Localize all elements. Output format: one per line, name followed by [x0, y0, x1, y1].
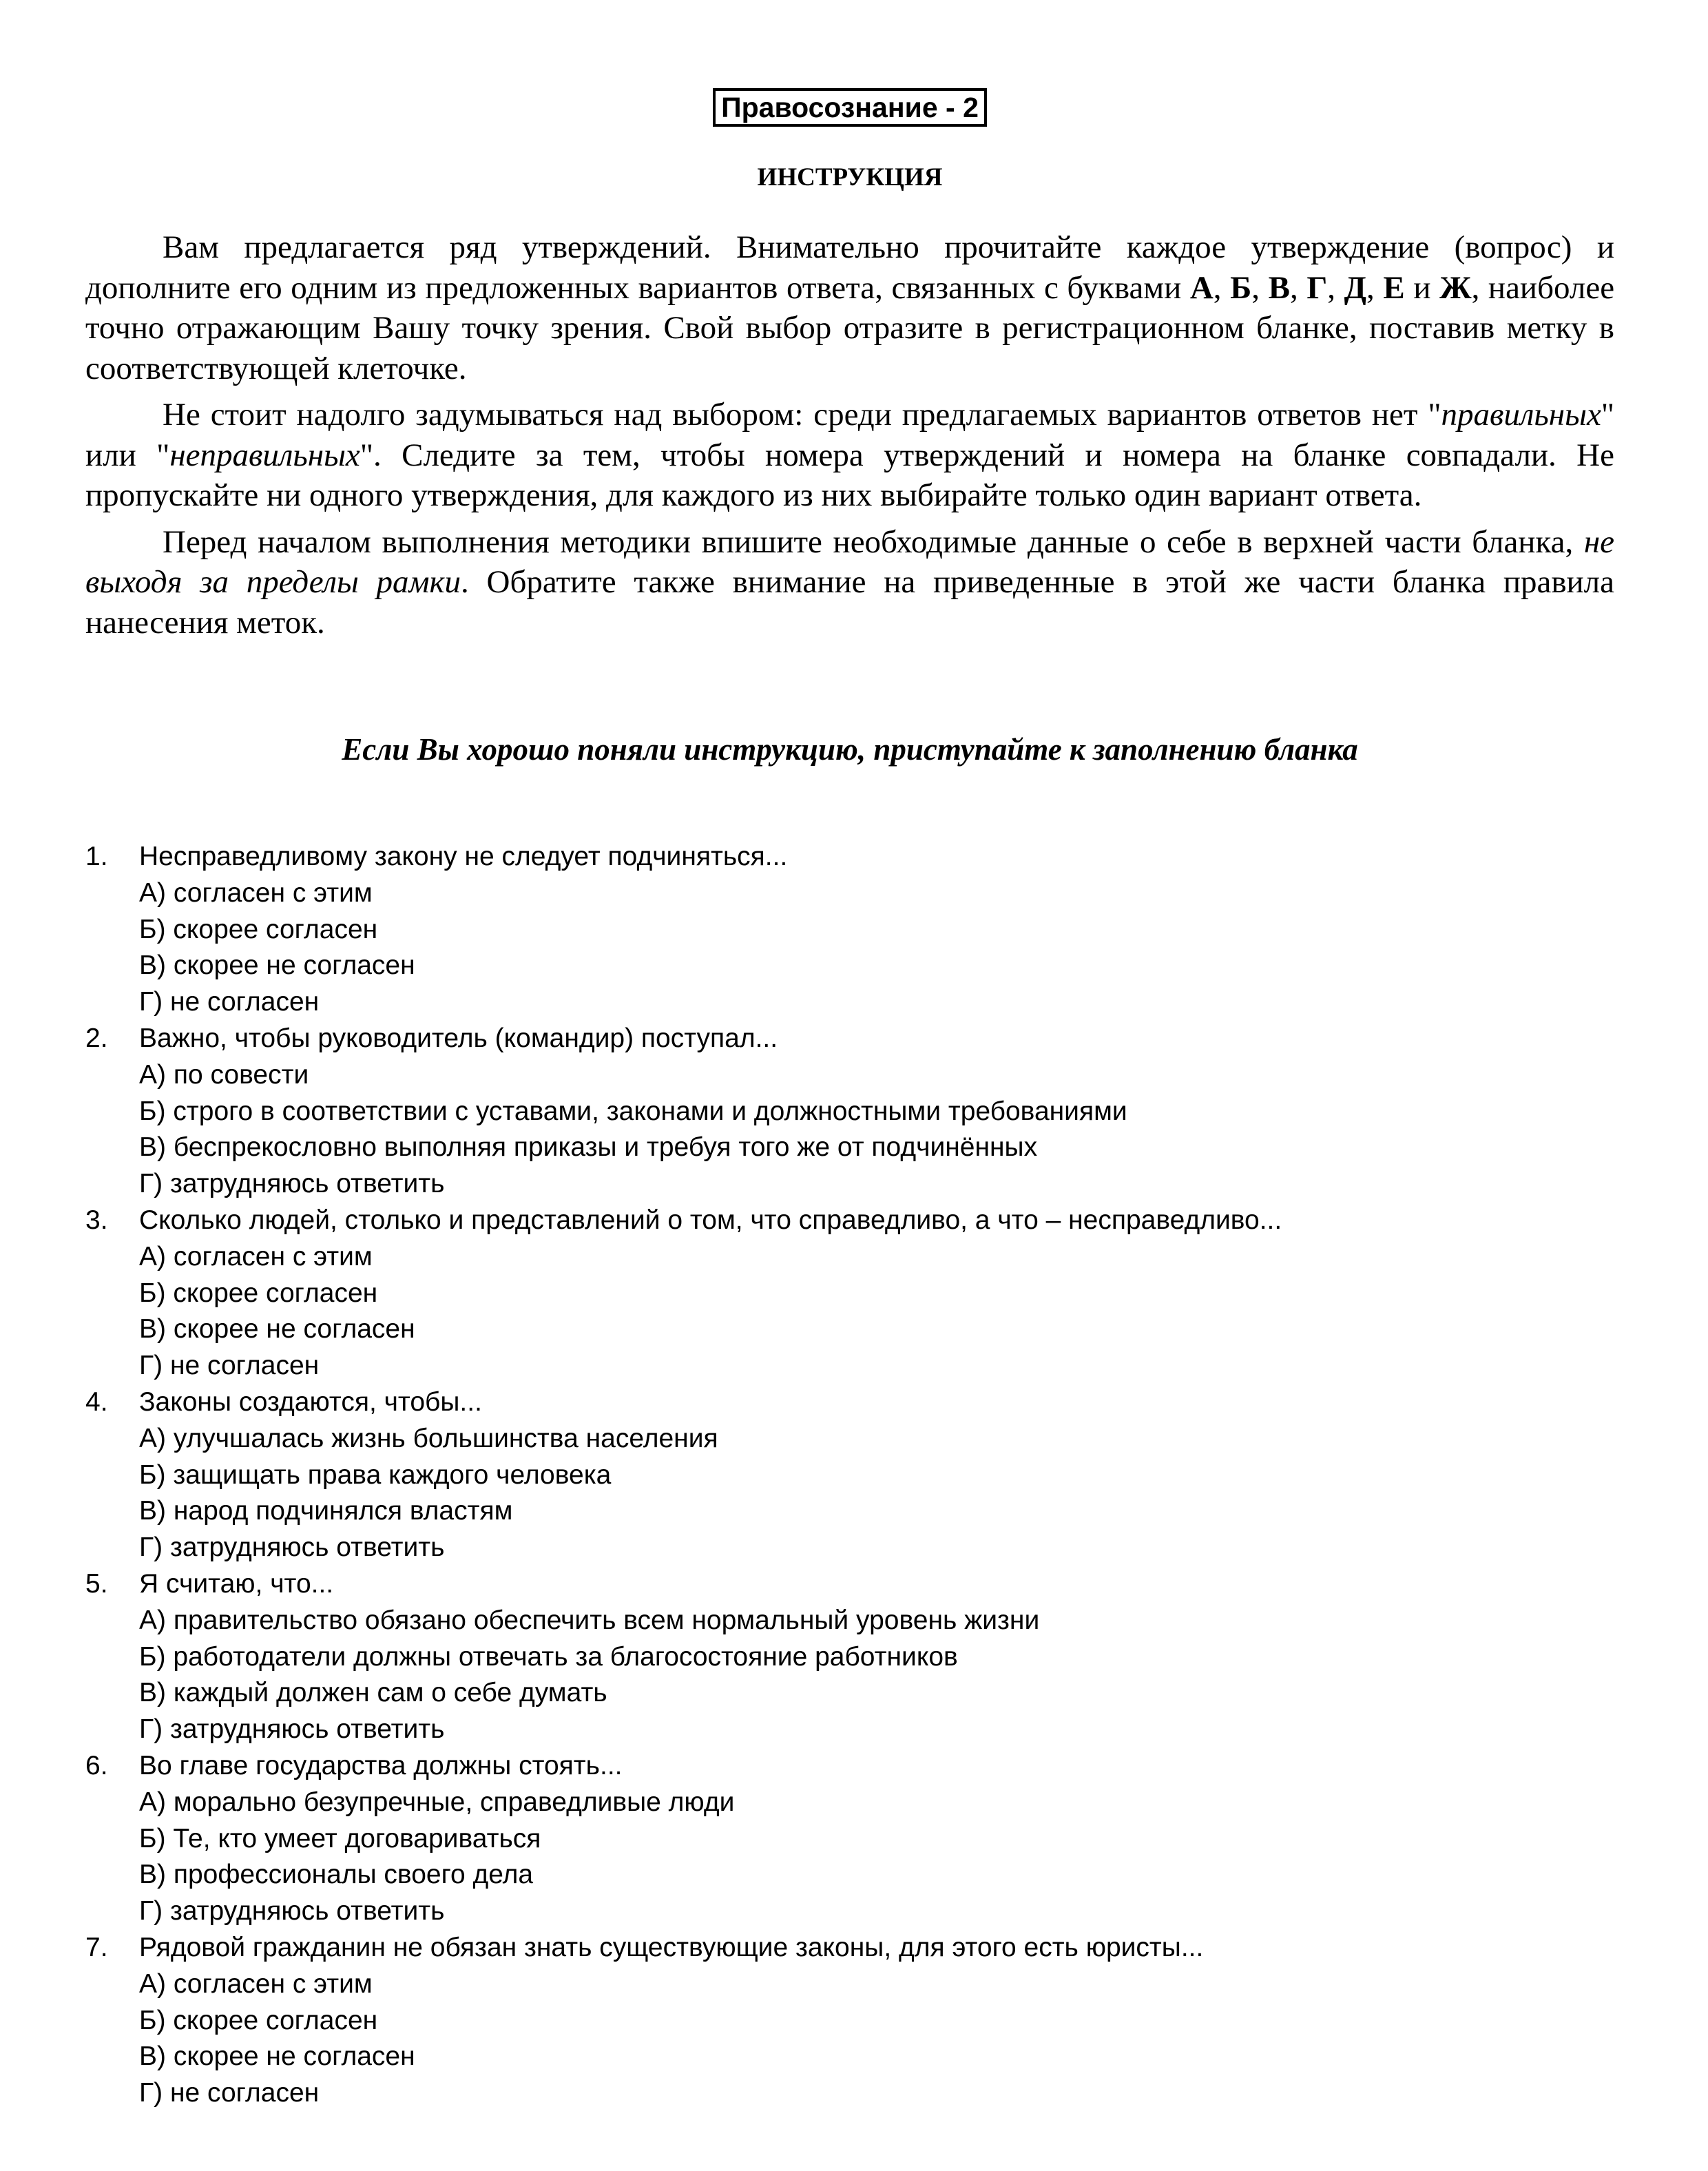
paragraph-text: и — [1404, 269, 1440, 306]
instruction-heading: ИНСТРУКЦИЯ — [757, 163, 943, 191]
answer-letter: Ж — [1439, 269, 1472, 306]
question-text: Несправедливому закону не следует подчиняться... — [139, 842, 788, 871]
question-number: 7. — [85, 1932, 108, 1962]
paragraph-text: " или " — [85, 397, 1614, 473]
question-item — [85, 1930, 1614, 2112]
answer-letter: Б — [1230, 269, 1252, 306]
question-statement — [85, 1203, 1614, 1239]
answer-option: Б) скорее согласен — [139, 1278, 378, 1308]
question-number: 4. — [85, 1386, 108, 1417]
question-text: Важно, чтобы руководитель (командир) поступал... — [139, 1023, 778, 1053]
question-item — [85, 1748, 1614, 1930]
paragraph-text: . Обратите также внимание на приведенные в этой же части бланка правила нанесения меток. — [85, 564, 1615, 641]
question-item — [85, 1021, 1614, 1203]
answer-letter: Е — [1383, 269, 1405, 306]
answer-option: Г) не согласен — [139, 1351, 320, 1381]
question-number: 6. — [85, 1750, 108, 1780]
answer-option: Г) затрудняюсь ответить — [139, 1896, 445, 1926]
question-text: Законы создаются, чтобы... — [139, 1386, 482, 1417]
question-statement — [85, 1566, 1614, 1603]
call-to-action: Если Вы хорошо поняли инструкцию, приступайте к заполнению бланка — [342, 732, 1358, 767]
answer-option: Б) скорее согласен — [139, 914, 378, 944]
answer-option: Г) не согласен — [139, 2078, 320, 2108]
paragraph-text: , наиболее точно отражающим Вашу точку зрения. Свой выбор отразите в регистрационном бланке, поставив метку в соответствующей клеточке. — [85, 269, 1615, 386]
paragraph-text: ". Следите за тем, чтобы номера утверждений и номера на бланке совпадали. Не пропускайте ни одного утверждения, для каждого из них выбирайте только один вариант ответа. — [85, 437, 1614, 513]
document-title: Правосознание - 2 — [713, 88, 987, 127]
question-text: Во главе государства должны стоять... — [139, 1750, 623, 1780]
answer-option: А) морально безупречные, справедливые люди — [139, 1787, 735, 1817]
answer-letter: В — [1268, 269, 1290, 306]
answer-option: Г) затрудняюсь ответить — [139, 1714, 445, 1745]
answer-letter: Г — [1306, 269, 1328, 306]
answer-option: А) согласен с этим — [139, 877, 373, 908]
question-number: 1. — [85, 842, 108, 871]
answer-option: А) согласен с этим — [139, 1241, 373, 1271]
answer-letter: Д — [1344, 269, 1366, 306]
answer-option: В) скорее не согласен — [139, 951, 415, 981]
instruction-paragraph-2 — [85, 395, 1614, 516]
instruction-paragraph-1: Вам предлагается ряд утверждений. Внимательно прочитайте каждое утверждение (вопрос) и дополните его одним из предложенных вариантов ответа, связанных с буквами А, Б, В, Г, Д, Е и Ж, наиболее точно отражающим Вашу точку зрения. Свой выбор отразите в регистрационном бланке, поставив метку в соответствующей клеточке. — [85, 229, 1615, 386]
emphasis-text: не выходя за пределы рамки — [85, 523, 1614, 600]
instruction-paragraph-3 — [85, 522, 1614, 643]
question-item — [85, 1384, 1614, 1566]
answer-option: А) по совести — [139, 1059, 309, 1090]
question-item — [85, 1203, 1614, 1384]
answer-option: Б) Те, кто умеет договариваться — [139, 1823, 541, 1853]
answer-option: А) правительство обязано обеспечить всем нормальный уровень жизни — [139, 1605, 1040, 1635]
paragraph-text: Перед началом выполнения методики впишите необходимые данные о себе в верхней части бланка, — [163, 523, 1584, 560]
question-statement — [85, 1021, 1614, 1057]
answer-letter: А — [1189, 269, 1214, 306]
question-statement — [85, 1748, 1614, 1785]
answer-option: В) каждый должен сам о себе думать — [139, 1678, 607, 1708]
answer-option: Г) затрудняюсь ответить — [139, 1169, 445, 1199]
question-text: Я считаю, что... — [139, 1568, 334, 1599]
answer-option: Г) не согласен — [139, 987, 320, 1017]
answer-option: Б) скорее согласен — [139, 2005, 378, 2035]
answer-option: В) беспрекословно выполняя приказы и требуя того же от подчинённых — [139, 1132, 1038, 1163]
answer-option: В) профессионалы своего дела — [139, 1860, 534, 1890]
answer-option: Б) работодатели должны отвечать за благосостояние работников — [139, 1641, 958, 1672]
question-statement — [85, 839, 1614, 875]
question-number: 3. — [85, 1205, 108, 1235]
answer-option: А) согласен с этим — [139, 1969, 373, 1999]
question-number: 5. — [85, 1568, 108, 1599]
answer-option: В) народ подчинялся властям — [139, 1496, 513, 1526]
question-item — [85, 839, 1614, 1021]
answer-option: Г) затрудняюсь ответить — [139, 1533, 445, 1563]
emphasis-text: неправильных — [169, 437, 360, 473]
emphasis-text: правильных — [1441, 397, 1601, 433]
answer-option: А) улучшалась жизнь большинства населения — [139, 1423, 718, 1453]
question-text: Сколько людей, столько и представлений о том, что справедливо, а что – несправедливо... — [139, 1205, 1282, 1235]
title-wrapper — [85, 88, 1614, 127]
paragraph-text: Не стоит надолго задумываться над выбором: среди предлагаемых вариантов ответов нет " — [163, 397, 1441, 433]
question-statement — [85, 1384, 1614, 1421]
answer-option: В) скорее не согласен — [139, 1314, 415, 1344]
answer-option: Б) строго в соответствии с уставами, законами и должностными требованиями — [139, 1096, 1127, 1126]
questions-list — [85, 839, 1614, 2112]
paragraph-text: Вам предлагается ряд утверждений. Внимательно прочитайте каждое утверждение (вопрос) и дополните его одним из предложенных вариантов ответа, связанных с буквами — [85, 229, 1614, 306]
question-item — [85, 1566, 1614, 1748]
answer-option: Б) защищать права каждого человека — [139, 1460, 612, 1490]
answer-option: В) скорее не согласен — [139, 2042, 415, 2072]
question-text: Рядовой гражданин не обязан знать существующие законы, для этого есть юристы... — [139, 1932, 1204, 1962]
question-statement — [85, 1930, 1614, 1966]
question-number: 2. — [85, 1023, 108, 1053]
instruction-text — [85, 227, 1614, 649]
